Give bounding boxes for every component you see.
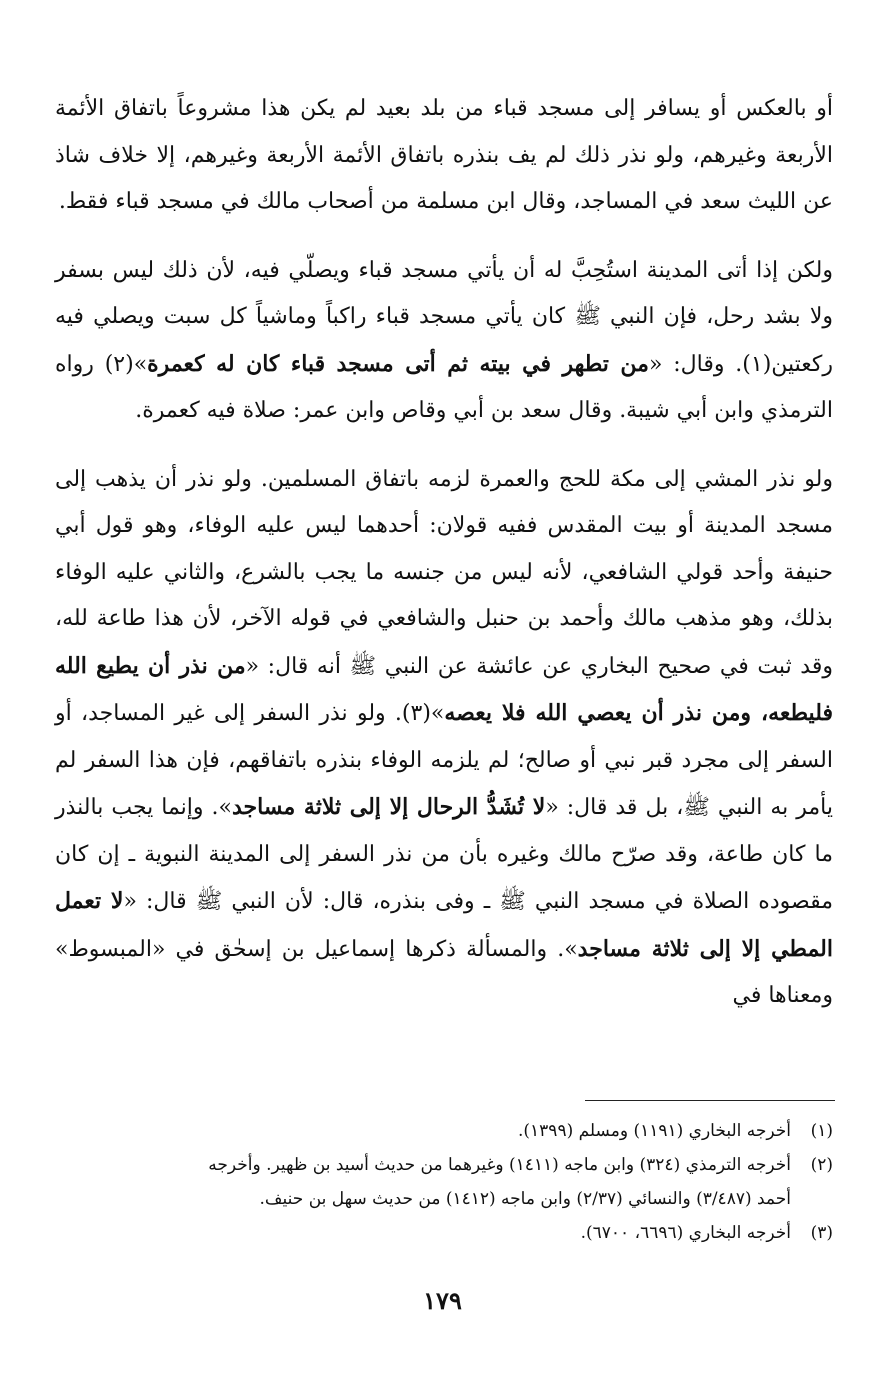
footnote-2-continuation [55,1182,833,1216]
footnote-3 [55,1216,833,1250]
footnote-1 [55,1114,833,1148]
paragraph [55,86,833,226]
footnote-2 [55,1148,833,1182]
paragraph-text: ولو نذر المشي إلى مكة للحج والعمرة لزمه باتفاق المسلمين. ولو نذر أن يذهب إلى مسجد المدينة أو بيت المقدس ففيه قولان: أحدهما ليس عليه الوفاء، وهو قول أبي حنيفة وأحد قولي الشافعي، لأنه ليس من جنسه ما يجب بالشرع، والثاني عليه الوفاء بذلك، وهو مذهب مالك وأحمد بن حنبل والشافعي في قوله الآخر، لأن هذا طاعة لله، وقد ثبت في صحيح البخاري عن عائشة عن النبي ﷺ أنه قال: « [55,466,833,679]
paragraph-text: ». والمسألة ذكرها إسماعيل بن إسحٰق في «المبسوط» ومعناها في [55,936,833,1008]
paragraph-text: أو بالعكس أو يسافر إلى مسجد قباء من بلد بعيد لم يكن هذا مشروعاً باتفاق الأئمة الأربعة وغيرهم، ولو نذر ذلك لم يف بنذره باتفاق الأئمة الأربعة وغيرهم، إلا خلاف شاذ عن الليث سعد في المساجد، وقال ابن مسلمة من أصحاب مالك في مسجد قباء فقط. [55,96,834,214]
footnote-text: أخرجه البخاري (٦٦٩٦، ٦٧٠٠). [580,1223,791,1243]
paragraph-text: ولكن إذا أتى المدينة استُحِبَّ له أن يأتي مسجد قباء ويصلّي فيه، لأن ذلك ليس بسفر ولا بشد رحل، فإن النبي ﷺ كان يأتي مسجد قباء راكباً وماشياً كل سبت ويصلي فيه ركعتين(١). وقال: « [55,257,834,377]
footnote-number: (٢) [810,1155,833,1175]
hadith-quote: من نذر أن يطيع الله فليطعه، ومن نذر أن يعصي الله فلا يعصه [55,652,833,726]
paragraph-text: »(٢) رواه الترمذي وابن أبي شيبة. وقال سعد بن أبي وقاص وابن عمر: صلاة فيه كعمرة. [55,351,833,423]
hadith-quote: من تطهر في بيته ثم أتى مسجد قباء كان له كعمرة [147,350,649,377]
hadith-quote: لا تُشَدُّ الرحال إلا إلى ثلاثة مساجد [232,794,546,820]
paragraph-text: ». وإنما يجب بالنذر ما كان طاعة، وقد صرّح مالك وغيره بأن من نذر السفر إلى المدينة النبوية ـ إن كان مقصوده الصلاة في مسجد النبي ﷺ ـ وفى بنذره، قال: لأن النبي ﷺ قال: « [55,795,833,914]
paragraph [55,457,833,1020]
footnote-number: (١) [810,1121,833,1141]
footnote-text: أحمد (٣/٤٨٧) والنسائي (٢/٣٧) وابن ماجه (١٤١٢) من حديث سهل بن حنيف. [259,1189,791,1209]
page-number: ١٧٩ [423,1286,462,1315]
footnote-text: أخرجه الترمذي (٣٢٤) وابن ماجه (١٤١١) وغيرهما من حديث أسيد بن ظهير. وأخرجه [208,1155,791,1175]
paragraph [55,248,833,435]
page-body [55,86,833,1020]
footnote-divider [585,1100,835,1101]
hadith-quote: لا تعمل المطي إلا إلى ثلاثة مساجد [55,888,833,962]
footnote-text: أخرجه البخاري (١١٩١) ومسلم (١٣٩٩). [518,1121,791,1141]
paragraph-text: »(٣). ولو نذر السفر إلى غير المساجد، أو السفر إلى مجرد قبر نبي أو صالح؛ لم يلزمه الوفاء بنذره باتفاقهم، فإن هذا السفر لم يأمر به النبي ﷺ، بل قد قال: « [55,701,833,820]
footnotes [55,1114,833,1250]
footnote-number: (٣) [810,1223,833,1243]
